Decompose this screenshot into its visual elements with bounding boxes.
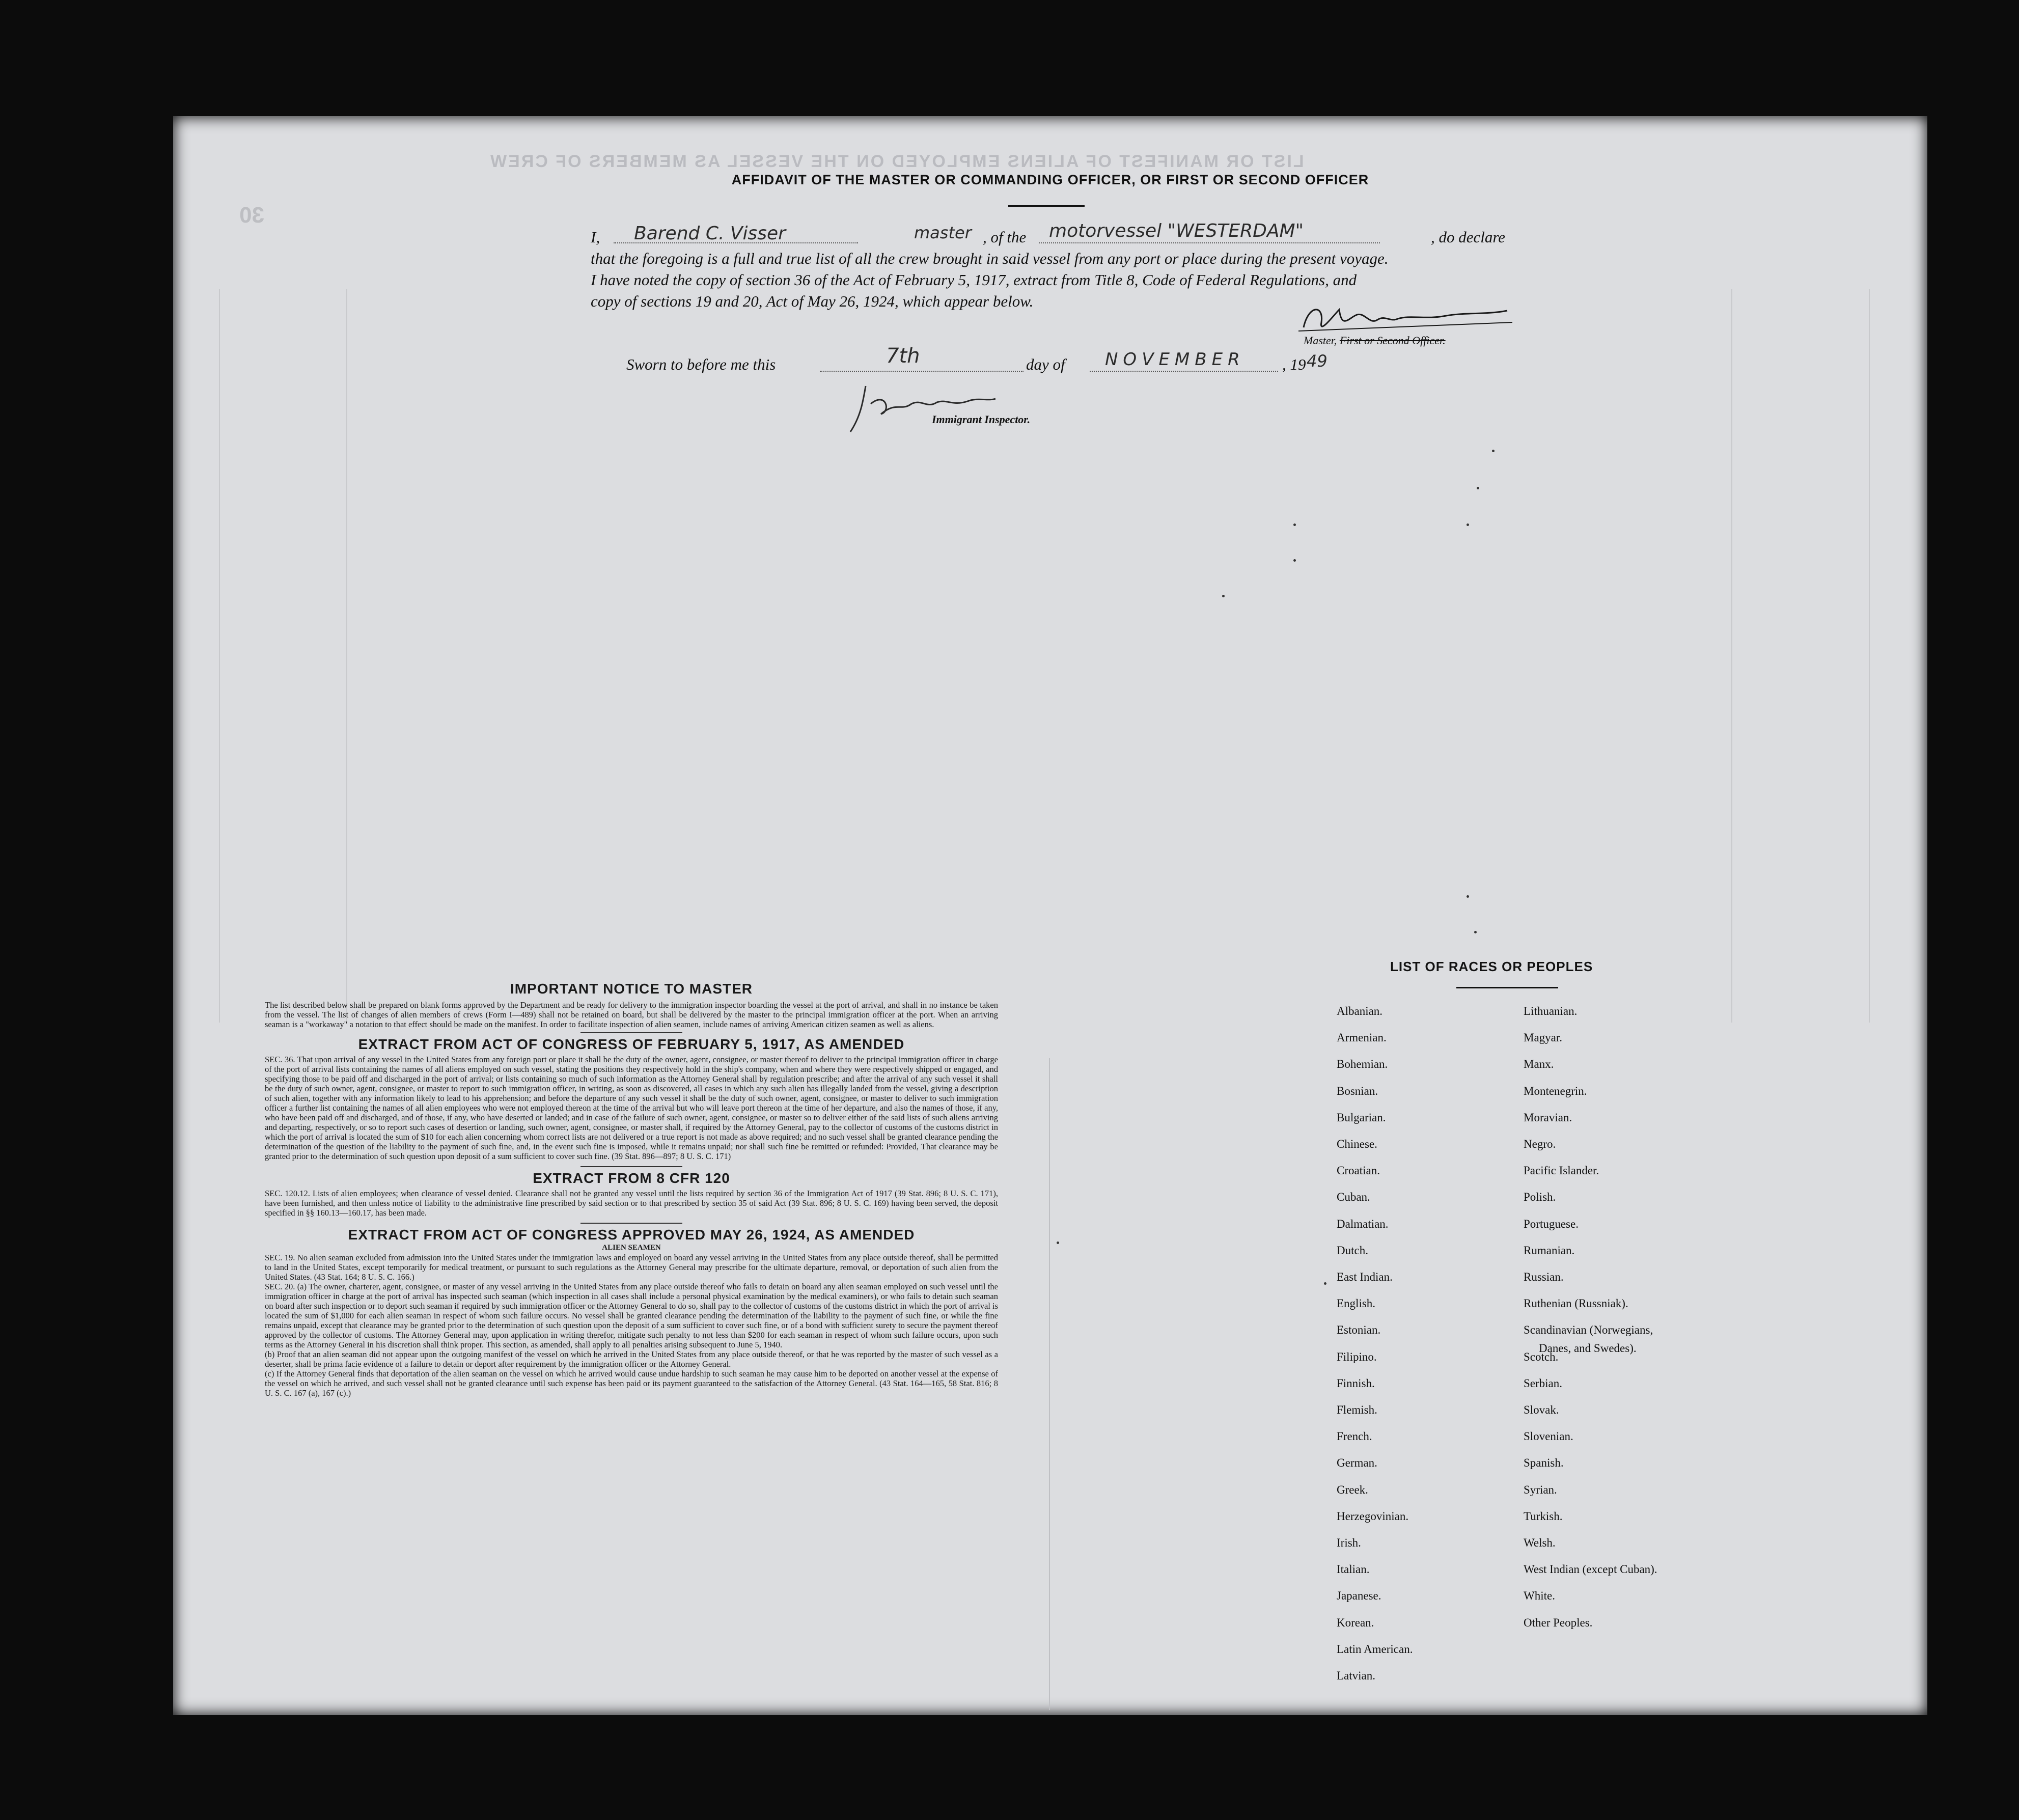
affidavit-line-3: I have noted the copy of section 36 of the Act of February 5, 1917, extract from Title 8, Code of Federal Regulations, and xyxy=(591,271,1357,289)
race-item: Negro. xyxy=(1524,1138,1556,1150)
race-item: Bohemian. xyxy=(1337,1058,1388,1071)
race-item: Polish. xyxy=(1524,1191,1556,1204)
race-item: Rumanian. xyxy=(1524,1244,1575,1257)
extract-1917-body: SEC. 36. That upon arrival of any vessel in the United States from any foreign port or place it shall be the duty of the owner, agent, consignee, or master thereof to deliver to the principal immigration officer in charge of the port of arrival lists containing the names of all aliens employed on such vessel, stating the positions they respectively hold in the ship's company, when and where they were respectively shipped or engaged, and specifying those to be paid off and discharged in the port of arrival; or lists containing so much of such information as the Attorney General shall by regulation prescribe; and after the arrival of any such vessel it shall be the duty of such owner, agent, consignee, or master to report to such immigration officer, in writing, as soon as discovered, all cases in which any such alien has illegally landed from the vessel, giving a description of such alien, together with any information likely to lead to his apprehension; and before the departure of any such vessel it shall be the duty of such owner, agent, consignee, or master to deliver to such immigration officer a further list containing the names of all alien employees who were not employed thereon at the time of the arrival but who will leave port thereon at the time of her departure, and also the names of those, if any, who have been paid off and discharged, and of those, if any, who have deserted or landed; and in case of the failure of such owner, agent, consignee, or master so to deliver either of the said lists of such aliens arriving and departing, respectively, or so to report such cases of desertion or landing, such owner, agent, consignee, or master shall, if required by the Attorney General, pay to the collector of customs of the customs district in which the port of arrival is located the sum of $10 for each alien concerning whom correct lists are not delivered or a true report is not made as above required; and no such vessel shall be granted clearance pending the determination of the question of the liability to the payment of such fine, and, in the event such fine is imposed, while it remains unpaid; nor shall such fine be remitted or refunded: Provided, That clearance may be granted prior to the determination of such question upon deposit of a sum sufficient to cover such fine. (39 Stat. 896—897; 8 U. S. C. 171) xyxy=(265,1055,998,1161)
extract-1917-title: EXTRACT FROM ACT OF CONGRESS OF FEBRUARY 5, 1917, AS AMENDED xyxy=(358,1036,905,1052)
bleed-through-page-number: 30 xyxy=(239,203,264,228)
bleed-through-header: LIST OR MANIFEST OF ALIENS EMPLOYED ON THE VESSEL AS MEMBERS OF CREW xyxy=(489,152,1304,171)
sworn-text: Sworn to before me this xyxy=(626,355,776,373)
race-item: Croatian. xyxy=(1337,1164,1380,1177)
race-item: Filipino. xyxy=(1337,1350,1377,1363)
section-rule xyxy=(580,1032,682,1033)
affidavit-title-rule xyxy=(1008,205,1085,207)
extract-cfr-body: SEC. 120.12. Lists of alien employees; when clearance of vessel denied. Clearance shall not be granted any vessel until the lists required by section 36 of the Immigration Act of 1917 (39 Stat. 896; 8 U. S. C. 171), have been furnished, and then unless notice of liability to the administrative fine prescribed by said section or to that prescribed by section 35 of said Act (39 Stat. 896; 8 U. S. C. 169) having been served, the deposit specified in §§ 160.13—160.17, has been made. xyxy=(265,1189,998,1218)
race-item: Manx. xyxy=(1524,1058,1554,1071)
sworn-day-line xyxy=(820,371,1024,372)
race-item: East Indian. xyxy=(1337,1271,1393,1283)
race-item: Russian. xyxy=(1524,1271,1564,1283)
day-of-text: day of xyxy=(1026,355,1065,373)
race-item: Ruthenian (Russniak). xyxy=(1524,1297,1628,1310)
race-item: Cuban. xyxy=(1337,1191,1370,1204)
master-name-handwritten: Barend C. Visser xyxy=(634,223,786,244)
race-item: Turkish. xyxy=(1524,1509,1563,1523)
inspector-label: Immigrant Inspector. xyxy=(932,413,1031,426)
race-item: Scandinavian (Norwegians, xyxy=(1524,1323,1653,1337)
race-item: Dutch. xyxy=(1337,1244,1368,1257)
vessel-name-handwritten: motorvessel "WESTERDAM" xyxy=(1049,220,1304,241)
race-item: Italian. xyxy=(1337,1563,1370,1576)
bleed-rule xyxy=(1731,289,1732,1023)
bleed-dot xyxy=(1467,523,1469,526)
race-item: Chinese. xyxy=(1337,1138,1377,1150)
notice-body: The list described below shall be prepared on blank forms approved by the Department and be ready for delivery to the immigration inspector boarding the vessel at the port of arrival, and shall in no instance be taken from the vessel. The list of changes of alien members of crews (Form I—489) shall not be retained on board, but shall be delivered by the master to the principal immigration officer at the port. When an arriving seaman is a "workaway" a notation to that effect should be made on the manifest. In order to facilitate inspection of alien seamen, include names of arriving American citizen seamen as well as aliens. xyxy=(265,1000,998,1029)
vessel-line xyxy=(1039,242,1380,243)
affidavit-line-4: copy of sections 19 and 20, Act of May 26, 1924, which appear below. xyxy=(591,292,1034,310)
race-item: Latin American. xyxy=(1337,1642,1413,1656)
race-item: Estonian. xyxy=(1337,1323,1381,1337)
race-item: Montenegrin. xyxy=(1524,1084,1587,1097)
sworn-month-handwritten: NOVEMBER xyxy=(1105,349,1245,370)
race-item: Flemish. xyxy=(1337,1403,1377,1416)
extract-1924-sec20a: SEC. 20. (a) The owner, charterer, agent, consignee, or master of any vessel arriving in the United States from any place outside thereof who fails to detain on board any alien seaman employed on such vessel until the immigration officer in charge at the port of arrival has inspected such seaman (which inspection in all cases shall include a personal physical examination by the medical examiners), or who fails to detain such seaman on board after such inspection or to deport such seaman if required by such immigration officer or the Attorney General to do so, shall pay to the collector of customs of the customs district in which the port of arrival is located the sum of $1,000 for each alien seaman in respect of whom such failure occurs. No vessel shall be granted clearance pending the determination of the liability to the payment of such fine, or while the fine remains unpaid, except that clearance may be granted prior to the determination of such question upon the deposit of a sum sufficient to cover such fine, or of a bond with sufficient surety to secure the payment thereof approved by the collector of customs. The Attorney General may, upon application in writing therefor, mitigate such penalty to not less than $200 for each seaman in respect of whom such failure occurs, upon such terms as the Attorney General in his discretion shall think proper. This section, as amended, shall apply to all penalties arising subsequent to June 5, 1940. xyxy=(265,1282,998,1349)
document-sheet xyxy=(173,116,1927,1715)
bleed-rule xyxy=(346,289,347,1023)
race-item: English. xyxy=(1337,1297,1376,1310)
race-item: Other Peoples. xyxy=(1524,1616,1593,1629)
race-item: Slovak. xyxy=(1524,1403,1559,1416)
race-item: Pacific Islander. xyxy=(1524,1164,1599,1177)
section-rule xyxy=(580,1223,682,1224)
race-item: Japanese. xyxy=(1337,1589,1381,1603)
race-item: Latvian. xyxy=(1337,1669,1375,1682)
race-item: Magyar. xyxy=(1524,1031,1563,1044)
race-item: French. xyxy=(1337,1430,1372,1443)
race-item: Irish. xyxy=(1337,1536,1361,1549)
bleed-dot xyxy=(1222,595,1225,597)
sworn-day-handwritten: 7th xyxy=(886,344,920,368)
races-title-rule xyxy=(1456,987,1558,988)
race-item: Welsh. xyxy=(1524,1536,1556,1549)
race-item: Moravian. xyxy=(1524,1111,1572,1124)
affidavit-of-the: , of the xyxy=(983,228,1027,246)
affidavit-do-declare: , do declare xyxy=(1431,228,1506,246)
race-item: Slovenian. xyxy=(1524,1430,1573,1443)
year-prefix: , 19 xyxy=(1282,355,1306,373)
affidavit-title: AFFIDAVIT OF THE MASTER OR COMMANDING OFFICER, OR FIRST OR SECOND OFFICER xyxy=(731,172,1369,187)
extract-1924-sec20c: (c) If the Attorney General finds that deportation of the alien seaman on the vessel on which he arrived would cause undue hardship to such seaman he may cause him to be deported on another vessel at the expense of the vessel on which he arrived, and such vessel shall not be granted clearance until such expense has been paid or its payment guaranteed to the satisfaction of the Attorney General. (43 Stat. 164—165, 58 Stat. 816; 8 U. S. C. 167 (a), 167 (c).) xyxy=(265,1369,998,1398)
race-item: Syrian. xyxy=(1524,1483,1557,1496)
bleed-dot xyxy=(1492,450,1495,452)
master-label xyxy=(1304,334,1446,347)
race-item: Dalmatian. xyxy=(1337,1217,1389,1230)
struck-officer-label: First or Second Officer. xyxy=(1339,334,1446,347)
bleed-dot xyxy=(1324,1282,1326,1285)
race-item: Serbian. xyxy=(1524,1376,1563,1390)
extract-1924-sec20b: (b) Proof that an alien seaman did not appear upon the outgoing manifest of the vessel on which he arrived in the United States from any place outside thereof, or that he was reported by the master of such vessel as a deserter, shall be prima facie evidence of a failure to detain or deport after requirement by the immigration officer or the Attorney General. xyxy=(265,1349,998,1369)
race-item: Bosnian. xyxy=(1337,1084,1378,1097)
bleed-dot xyxy=(1293,559,1296,562)
notice-title: IMPORTANT NOTICE TO MASTER xyxy=(510,981,753,997)
section-rule xyxy=(580,1166,682,1167)
race-item: Greek. xyxy=(1337,1483,1368,1496)
race-item: Armenian. xyxy=(1337,1031,1387,1044)
affidavit-i: I, xyxy=(591,228,600,246)
extract-1924-sec19: SEC. 19. No alien seaman excluded from admission into the United States under the immigration laws and employed on board any vessel arriving in the United States from any place outside thereof, shall be permitted to land in the United States, except temporarily for medical treatment, or pursuant to such regulations as the Attorney General may prescribe for the ultimate departure, removal, or deportation of such alien from the United States. (43 Stat. 164; 8 U. S. C. 166.) xyxy=(265,1253,998,1282)
race-item: Albanian. xyxy=(1337,1005,1383,1017)
races-title: LIST OF RACES OR PEOPLES xyxy=(1390,959,1593,974)
extract-cfr-title: EXTRACT FROM 8 CFR 120 xyxy=(533,1170,730,1186)
race-item: West Indian (except Cuban). xyxy=(1524,1563,1657,1576)
race-item: Finnish. xyxy=(1337,1376,1375,1390)
bleed-dot xyxy=(1474,931,1477,933)
bleed-rule xyxy=(1869,289,1870,1023)
master-role-handwritten: master xyxy=(914,223,972,242)
race-item: Danes, and Swedes). xyxy=(1539,1342,1637,1355)
race-item: Herzegovinian. xyxy=(1337,1509,1409,1523)
bleed-rule xyxy=(219,289,220,1023)
race-item: Spanish. xyxy=(1524,1456,1564,1470)
race-item: White. xyxy=(1524,1589,1555,1603)
notice-block xyxy=(265,981,998,1398)
race-item: German. xyxy=(1337,1456,1377,1470)
race-item: Lithuanian. xyxy=(1524,1005,1578,1017)
inspector-signature xyxy=(845,381,998,437)
bleed-dot xyxy=(1467,895,1469,898)
race-item: Portuguese. xyxy=(1524,1217,1579,1230)
bleed-dot xyxy=(1477,487,1479,489)
race-item: Bulgarian. xyxy=(1337,1111,1386,1124)
page-fold xyxy=(1049,1058,1050,1710)
extract-1924-subtitle: ALIEN SEAMEN xyxy=(602,1244,661,1252)
sworn-month-line xyxy=(1090,371,1278,372)
master-label-text: Master, xyxy=(1304,334,1337,347)
extract-1924-title: EXTRACT FROM ACT OF CONGRESS APPROVED MAY 26, 1924, AS AMENDED xyxy=(348,1227,915,1243)
affidavit-line-2: that the foregoing is a full and true list of all the crew brought in said vessel from any port or place during the present voyage. xyxy=(591,250,1389,267)
bleed-dot xyxy=(1293,523,1296,526)
bleed-dot xyxy=(1057,1242,1059,1244)
race-item: Korean. xyxy=(1337,1616,1374,1629)
race-item: Scotch. xyxy=(1524,1350,1559,1363)
year-handwritten: 49 xyxy=(1307,351,1327,371)
